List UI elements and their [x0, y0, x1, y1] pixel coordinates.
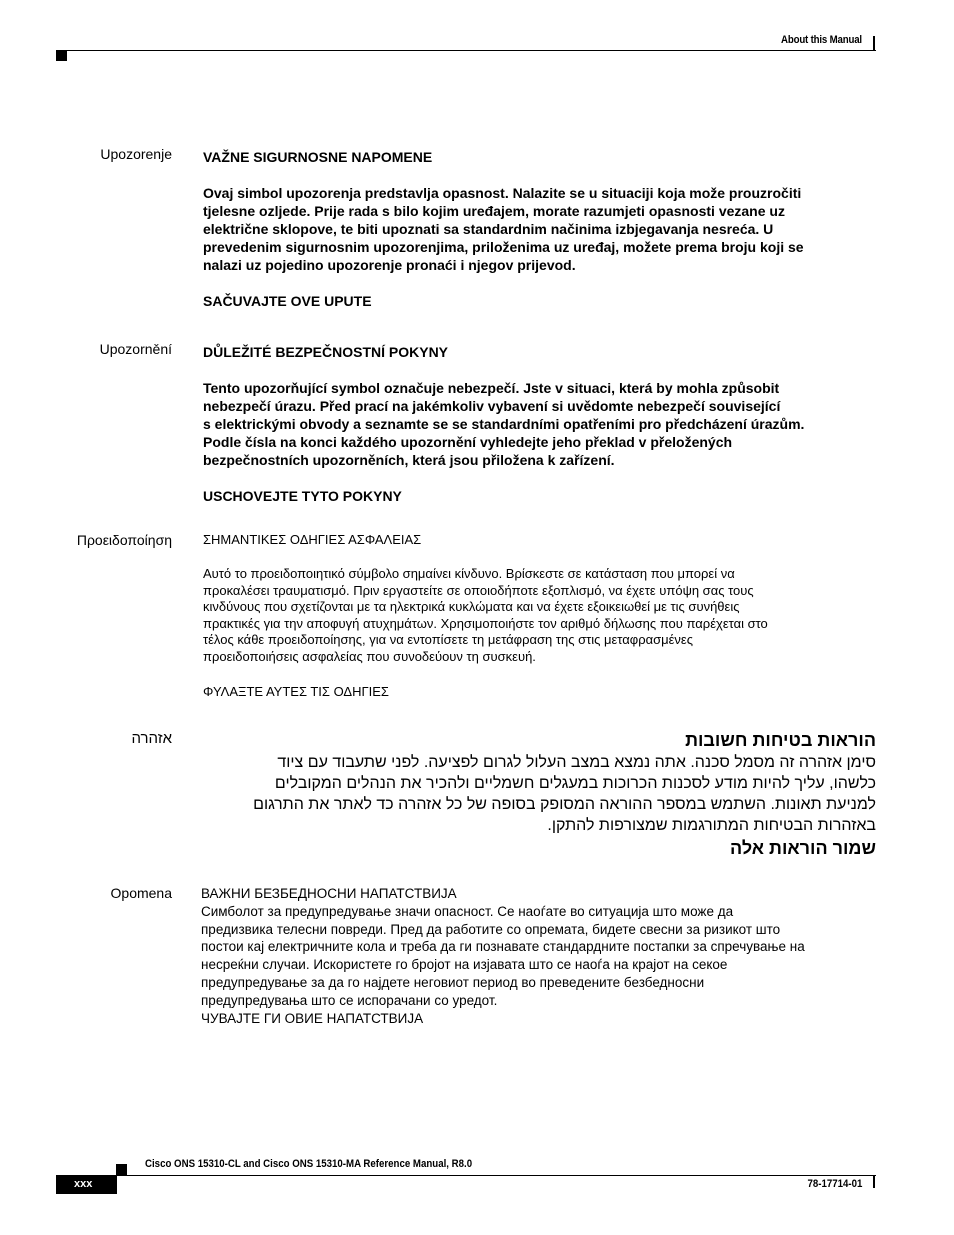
warning-heading: הוראות בטיחות חשובות: [685, 730, 876, 750]
warning-label: Upozorenje: [100, 146, 172, 162]
warning-line: s elektrickými obvody a seznamte se se standardními opatřeními pro předcházení úrazům.: [203, 416, 805, 432]
warning-line: Tento upozorňující symbol označuje nebezpečí. Jste v situaci, která by mohla způsobit: [203, 380, 780, 396]
warning-label: Upozornění: [99, 341, 172, 357]
warning-body: [203, 532, 853, 700]
warning-label: אזהרה: [131, 730, 172, 747]
warning-label: Προειδοποίηση: [76, 532, 172, 548]
warning-line: prevedenim sigurnosnim upozorenjima, priloženima uz uređaj, možete prema broju koji se: [203, 239, 804, 255]
header-tick: [873, 36, 875, 50]
warning-line: κινδύνους που σχετίζονται με τα ηλεκτρικά κυκλώματα και να έχετε εξοικειωθεί με τις συνήθεις: [203, 599, 740, 615]
footer-tick: [873, 1175, 875, 1188]
warning-line: несреќни случаи. Искористете го бројот на изјавата што се наоѓа на крајот на секое: [201, 957, 728, 973]
warning-line: πρακτικές για την αποφυγή ατυχημάτων. Χρησιμοποιήστε τον αριθμό δήλωσης που παρέχεται στο: [203, 615, 768, 631]
header-rule: [56, 50, 876, 51]
header-marker: [56, 50, 67, 61]
warning-line: προκαλέσει τραυματισμό. Πριν εργαστείτε σε οποιοδήποτε εξοπλισμό, να έχετε υπόψη σας τους: [203, 582, 754, 598]
warning-line: כלשהו, עליך להיות מודע לסכנות הכרוכות במעגלים חשמליים ולהכיר את הנהלים המקובלים: [274, 775, 876, 792]
warning-line: nalazi uz pojedino upozorenje pronaći i njegov prijevod.: [203, 257, 576, 273]
warning-line: סימן אזהרה זה מסמל סכנה. אתה נמצא במצב העלול לגרום לפציעה. לפני שתעבוד עם ציוד: [277, 754, 876, 771]
warning-heading: ΣΗΜΑΝΤΙΚΕΣ ΟΔΗΓΙΕΣ ΑΣΦΑΛΕΙΑΣ: [203, 532, 422, 547]
warning-line: προειδοποιήσεις ασφαλείας που συνοδεύουν τη συσκευή.: [203, 648, 536, 664]
warning-footer: SAČUVAJTE OVE UPUTE: [203, 293, 372, 309]
warning-label: Opomena: [110, 885, 172, 901]
footer-marker: [116, 1164, 127, 1175]
warning-line: nebezpečí úrazu. Před prací na jakémkoliv vybavení si uvědomte nebezpečí související: [203, 398, 781, 414]
warning-body: [201, 885, 871, 1027]
warning-footer: שמור הוראות אלה: [730, 838, 876, 858]
warning-body: [200, 728, 876, 860]
warning-line: Αυτό το προειδοποιητικό σύμβολο σημαίνει κίνδυνο. Βρίσκεστε σε κατάσταση που μπορεί να: [203, 566, 735, 581]
doc-number: 78-17714-01: [807, 1178, 862, 1190]
warning-body: [203, 148, 853, 310]
warning-line: bezpečnostních upozorněních, která jsou přiložena k zařízení.: [203, 452, 615, 468]
warning-line: Podle čísla na konci každého upozornění vyhledejte jeho překlad v přeložených: [203, 434, 733, 450]
warning-line: τέλος κάθε προειδοποίησης, για να εντοπίσετε τη μετάφραση της στις μεταφρασμένες: [203, 632, 693, 648]
warning-line: Симболот за предупредување значи опасност. Се наоѓате во ситуација што може да: [201, 903, 734, 919]
warning-body: [203, 343, 853, 505]
warning-footer: USCHOVEJTE TYTO POKYNY: [203, 488, 402, 504]
header-title: About this Manual: [781, 34, 862, 46]
warning-footer: ΦΥΛΑΞΤΕ ΑΥΤΕΣ ΤΙΣ ΟΔΗΓΙΕΣ: [203, 683, 389, 699]
footer-rule: [116, 1175, 876, 1176]
warning-line: постои кај електричните кола и треба да ги познавате стандардните постапки за спречување на: [201, 939, 805, 955]
page-number: xxx: [56, 1175, 117, 1194]
warning-heading: ВАЖНИ БЕЗБЕДНОСНИ НАПАТСТВИЈА: [201, 886, 457, 901]
warning-line: предупредување за да го најдете неговиот период во преведените безбедносни: [201, 974, 705, 990]
warning-heading: DŮLEŽITÉ BEZPEČNOSTNÍ POKYNY: [203, 344, 449, 360]
warning-line: tjelesne ozljede. Prije rada s bilo kojim uređajem, morate razumjeti opasnosti vezane uz: [203, 203, 785, 219]
warning-line: Ovaj simbol upozorenja predstavlja opasnost. Nalazite se u situaciji koja može prouzročiti: [203, 185, 802, 201]
warning-line: באזהרות הבטיחות המתורגמות שמצורפות להתקן.: [547, 817, 876, 834]
warning-line: למניעת תאונות. השתמש במספר ההוראה המסופק בסופה של כל אזהרה כד לאתר את התרגום: [253, 796, 876, 813]
warning-footer: ЧУВАЈТЕ ГИ ОВИЕ НАПАТСТВИЈА: [201, 1010, 424, 1026]
footer-title: Cisco ONS 15310-CL and Cisco ONS 15310-MA Reference Manual, R8.0: [145, 1158, 473, 1170]
warning-line: предупредувања што се испорачани со уредот.: [201, 992, 498, 1008]
warning-line: električne sklopove, te biti upoznati sa standardnim načinima izbjegavanja nesreća. U: [203, 221, 774, 237]
warning-heading: VAŽNE SIGURNOSNE NAPOMENE: [203, 149, 433, 165]
warning-line: предизвика телесни повреди. Пред да работите со опремата, бидете свесни за ризикот што: [201, 921, 781, 937]
